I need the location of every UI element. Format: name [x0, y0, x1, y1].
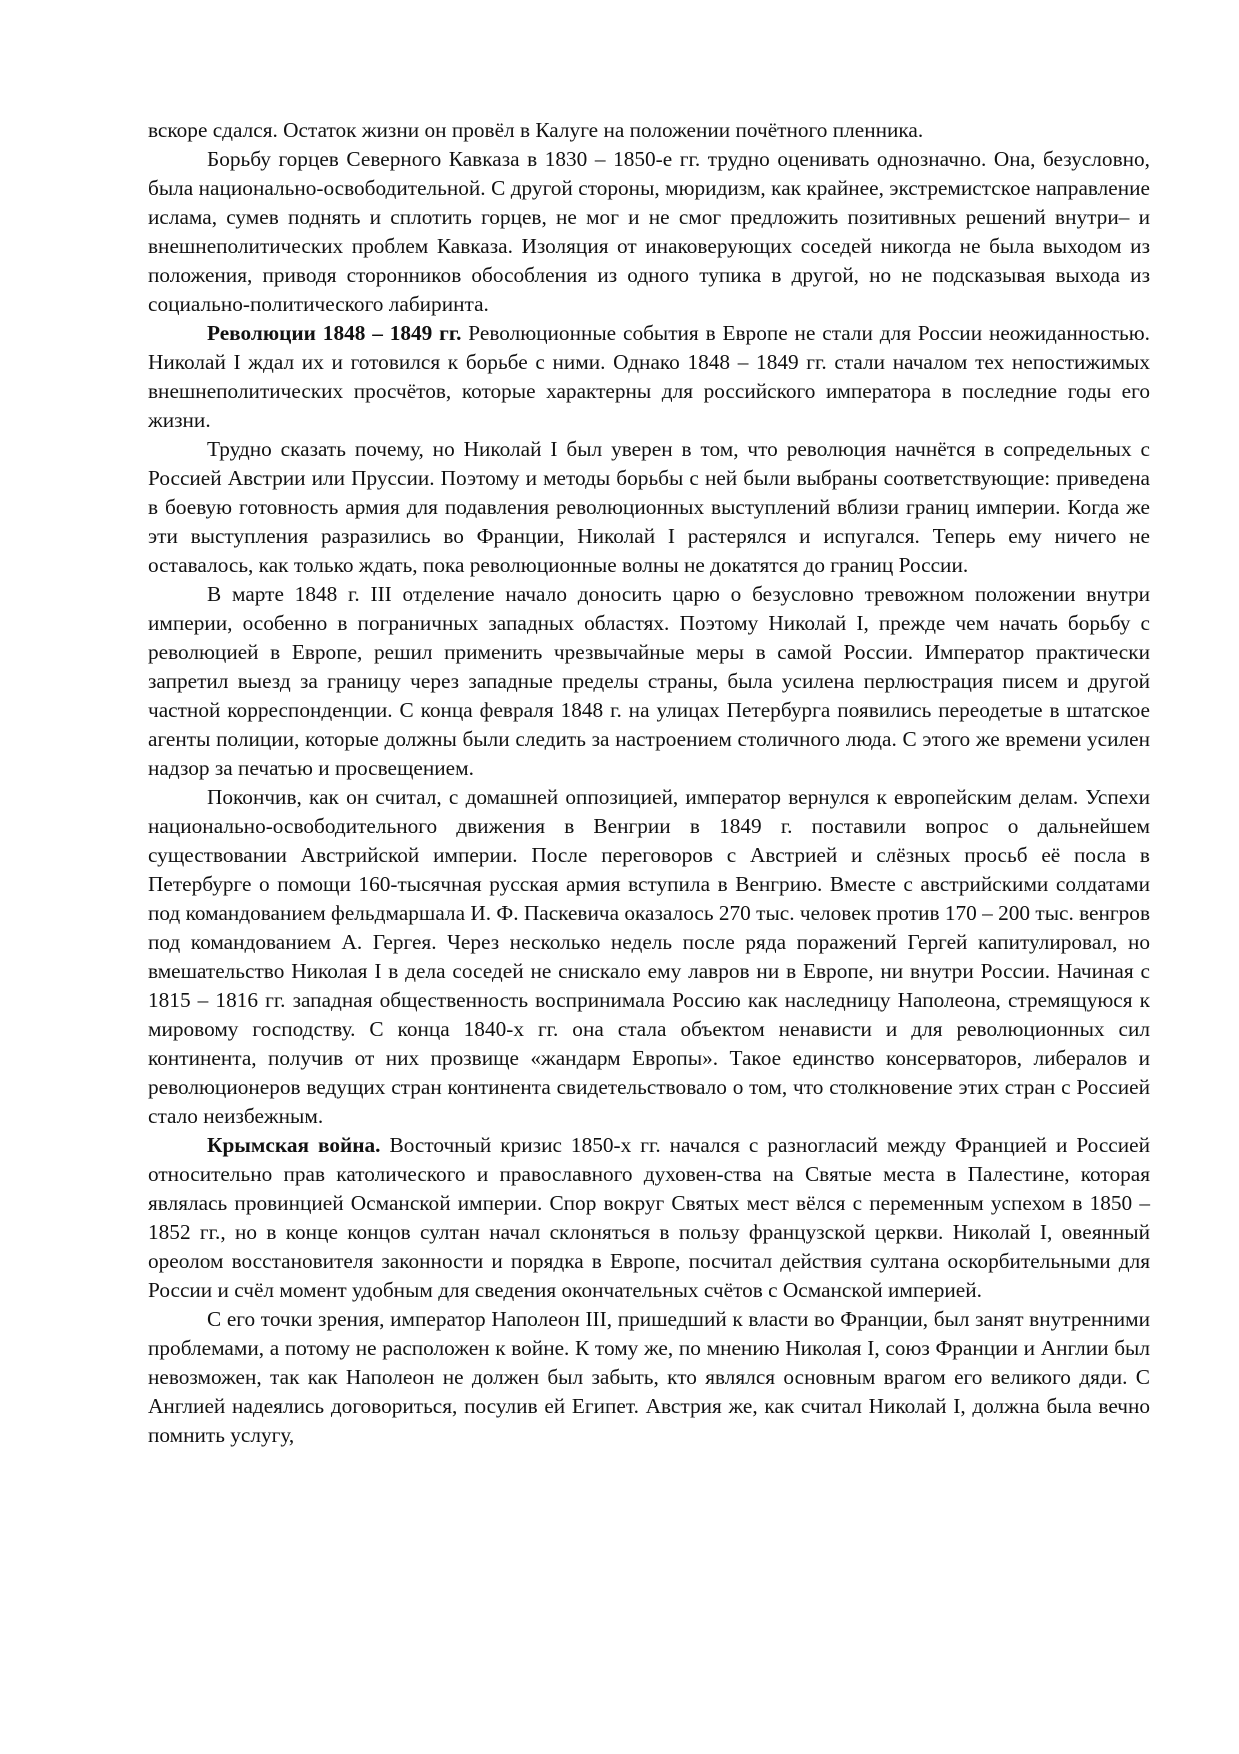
paragraph-text: Революционные события в Европе не стали для России неожиданностью. Николай I ждал их и готовился к борьбе с ними. Однако 1848 – 1849 гг. стали началом тех непостижимых внешнеполитических просчётов, которые характерны для российского императора в последние годы его жизни. — [148, 321, 1150, 432]
paragraph-text: В марте 1848 г. III отделение начало доносить царю о безусловно тревожном положении внутри империи, особенно в пограничных западных областях. Поэтому Николай I, прежде чем начать борьбу с революцией в Европе, решил применить чрезвычайные меры в самой России. Император практически запретил выезд за границу через западные пределы страны, была усилена перлюстрация писем и другой частной корреспонденции. С конца февраля 1848 г. на улицах Петербурга появились переодетые в штатское агенты полиции, которые должны были следить за настроением столичного люда. С этого же времени усилен надзор за печатью и просвещением. — [148, 582, 1150, 780]
paragraph-text: Трудно сказать почему, но Николай I был уверен в том, что революция начнётся в сопредельных с Россией Австрии или Пруссии. Поэтому и методы борьбы с ней были выбраны соответствующие: приведена в боевую готовность армия для подавления революционных выступлений вблизи границ империи. Когда же эти выступления разразились во Франции, Николай I растерялся и испугался. Теперь ему ничего не оставалось, как только ждать, пока революционные волны не докатятся до границ России. — [148, 437, 1150, 577]
paragraph-text: С его точки зрения, император Наполеон III, пришедший к власти во Франции, был занят внутренними проблемами, а потому не расположен к войне. К тому же, по мнению Николая I, союз Франции и Англии был невозможен, так как Наполеон не должен был забыть, кто являлся основным врагом его великого дяди. С Англией надеялись договориться, посулив ей Египет. Австрия же, как считал Николай I, должна была вечно помнить услугу, — [148, 1307, 1150, 1447]
paragraph-3 — [148, 319, 1150, 435]
paragraph-2 — [148, 145, 1150, 319]
section-heading-crimean-war: Крымская война. — [207, 1133, 381, 1157]
paragraph-6 — [148, 783, 1150, 1131]
paragraph-text: Восточный кризис 1850-х гг. начался с разногласий между Францией и Россией относительно прав католического и православного духовен-ства на Святые места в Палестине, которая являлась провинцией Османской империи. Спор вокруг Святых мест вёлся с переменным успехом в 1850 – 1852 гг., но в конце концов султан начал склоняться в пользу французской церкви. Николай I, овеянный ореолом восстановителя законности и порядка в Европе, посчитал действия султана оскорбительными для России и счёл момент удобным для сведения окончательных счётов с Османской империей. — [148, 1133, 1150, 1302]
paragraph-8 — [148, 1305, 1150, 1450]
section-heading-revolutions: Революции 1848 – 1849 гг. — [207, 321, 462, 345]
paragraph-5 — [148, 580, 1150, 783]
paragraph-text: вскоре сдался. Остаток жизни он провёл в Калуге на положении почётного пленника. — [148, 118, 924, 142]
paragraph-4 — [148, 435, 1150, 580]
paragraph-7 — [148, 1131, 1150, 1305]
paragraph-text: Покончив, как он считал, с домашней оппозицией, император вернулся к европейским делам. Успехи национально-освободительного движения в Венгрии в 1849 г. поставили вопрос о дальнейшем существовании Австрийской империи. После переговоров с Австрией и слёзных просьб её посла в Петербурге о помощи 160-тысячная русская армия вступила в Венгрию. Вместе с австрийскими солдатами под командованием фельдмаршала И. Ф. Паскевича оказалось 270 тыс. человек против 170 – 200 тыс. венгров под командованием А. Гергея. Через несколько недель после ряда поражений Гергей капитулировал, но вмешательство Николая I в дела соседей не снискало ему лавров ни в Европе, ни внутри России. Начиная с 1815 – 1816 гг. западная общественность воспринимала Россию как наследницу Наполеона, стремящуюся к мировому господству. С конца 1840-х гг. она стала объектом ненависти и для революционных сил континента, получив от них прозвище «жандарм Европы». Такое единство консерваторов, либералов и революционеров ведущих стран континента свидетельствовало о том, что столкновение этих стран с Россией стало неизбежным. — [148, 785, 1150, 1128]
paragraph-text: Борьбу горцев Северного Кавказа в 1830 – 1850-е гг. трудно оценивать однозначно. Она, безусловно, была национально-освободительной. С другой стороны, мюридизм, как крайнее, экстремистское направление ислама, сумев поднять и сплотить горцев, не мог и не смог предложить позитивных решений внутри– и внешнеполитических проблем Кавказа. Изоляция от инаковерующих соседей никогда не была выходом из положения, приводя сторонников обособления из одного тупика в другой, но не подсказывая выхода из социально-политического лабиринта. — [148, 147, 1150, 316]
document-body — [148, 116, 1150, 1450]
paragraph-1 — [148, 116, 1150, 145]
